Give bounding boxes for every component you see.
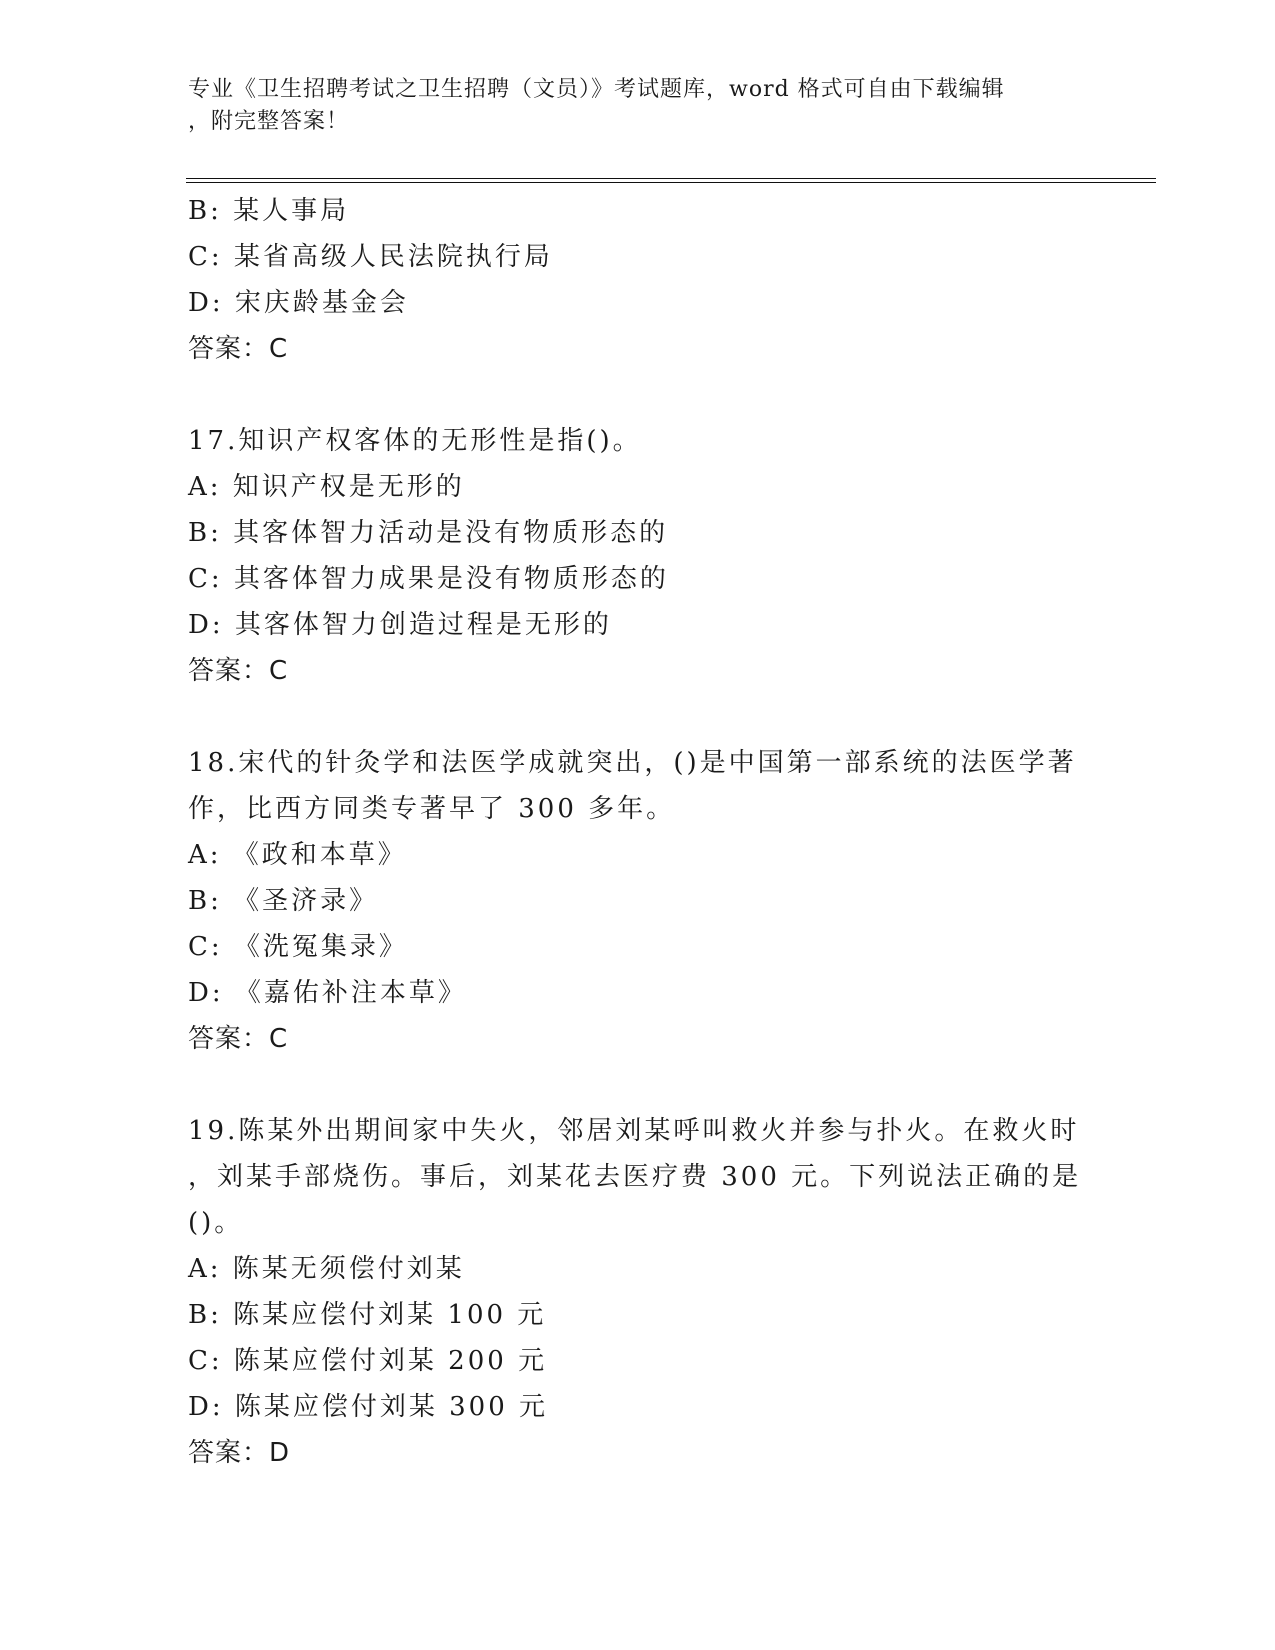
question-19 — [188, 1108, 1088, 1476]
option-b: B: 某人事局 — [188, 196, 350, 226]
question-list — [188, 188, 1088, 1476]
option-c: C: 其客体智力成果是没有物质形态的 — [188, 564, 669, 594]
question-stem — [188, 1108, 1088, 1246]
document-header — [188, 74, 1068, 138]
option-d: D: 陈某应偿付刘某 300 元 — [188, 1392, 549, 1422]
option-b: B: 《圣济录》 — [188, 886, 379, 916]
question-stem — [188, 740, 1088, 832]
question-18 — [188, 740, 1088, 1062]
question-stem-line: 作，比西方同类专著早了 300 多年。 — [188, 794, 676, 824]
option-a: A: 陈某无须偿付刘某 — [188, 1254, 465, 1284]
option-a: A: 知识产权是无形的 — [188, 472, 465, 502]
question-stem-line: ，刘某手部烧伤。事后，刘某花去医疗费 300 元。下列说法正确的是 — [188, 1162, 1082, 1192]
option-c: C: 《洗冤集录》 — [188, 932, 408, 962]
question-stem: 17.知识产权客体的无形性是指()。 — [188, 426, 642, 456]
option-b: B: 陈某应偿付刘某 100 元 — [188, 1300, 547, 1330]
header-line-1: 专业《卫生招聘考试之卫生招聘（文员）》考试题库，word 格式可自由下载编辑 — [188, 77, 1005, 102]
question-stem-line: 19.陈某外出期间家中失火，邻居刘某呼叫救火并参与扑火。在救火时 — [188, 1116, 1080, 1146]
answer: 答案：D — [188, 1438, 291, 1468]
option-d: D: 《嘉佑补注本草》 — [188, 978, 467, 1008]
option-d: D: 其客体智力创造过程是无形的 — [188, 610, 612, 640]
option-b: B: 其客体智力活动是没有物质形态的 — [188, 518, 669, 548]
question-17 — [188, 418, 1088, 694]
question-stem-line: 18.宋代的针灸学和法医学成就突出，()是中国第一部系统的法医学著 — [188, 748, 1077, 778]
option-d: D: 宋庆龄基金会 — [188, 288, 409, 318]
header-line-2: ，附完整答案！ — [188, 109, 350, 134]
answer: 答案：C — [188, 1024, 289, 1054]
option-c: C: 陈某应偿付刘某 200 元 — [188, 1346, 548, 1376]
answer: 答案：C — [188, 334, 289, 364]
question-16 — [188, 188, 1088, 372]
question-stem-line: ()。 — [188, 1208, 244, 1238]
option-c: C: 某省高级人民法院执行局 — [188, 242, 553, 272]
option-a: A: 《政和本草》 — [188, 840, 407, 870]
header-divider — [186, 178, 1156, 183]
answer: 答案：C — [188, 656, 289, 686]
